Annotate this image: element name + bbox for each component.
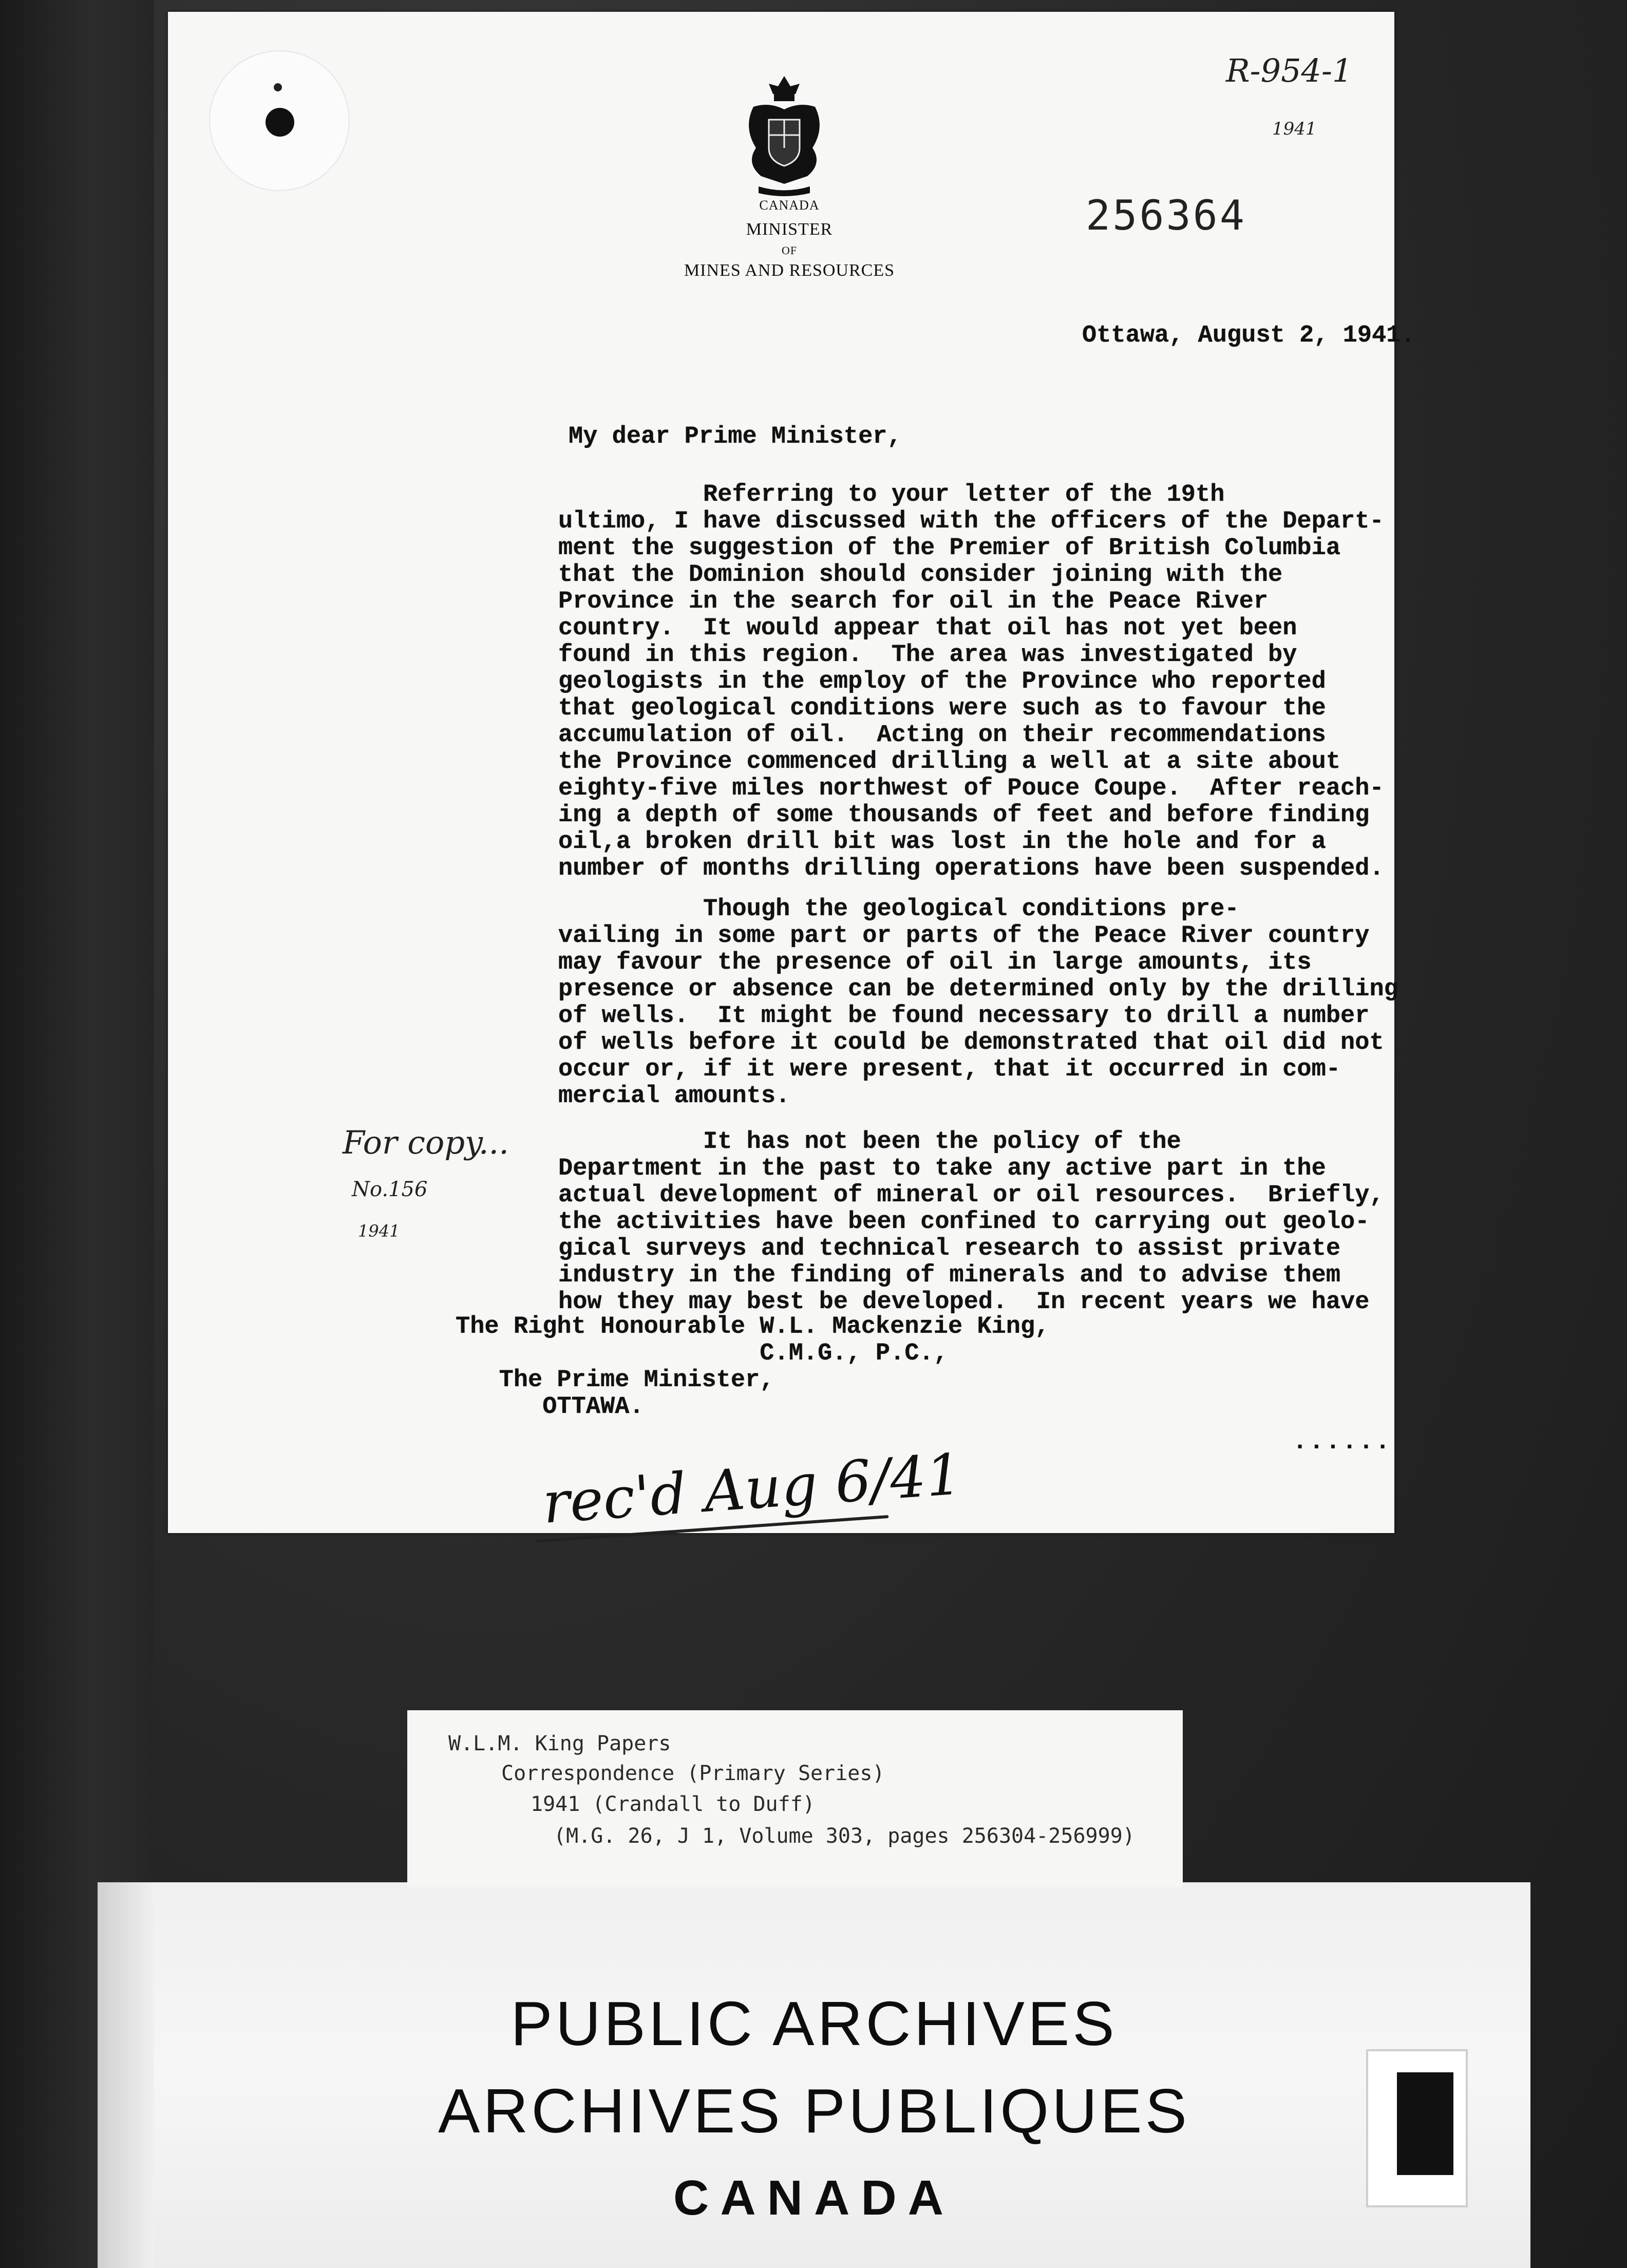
punch-hole-icon	[266, 108, 294, 137]
canada-coat-of-arms-icon	[733, 71, 836, 199]
recipient-block: The Right Honourable W.L. Mackenzie King, C.M.G., P.C., The Prime Minister, OTTAWA.	[456, 1313, 1050, 1421]
body-paragraph-3: It has not been the policy of the Department in the past to take any active part in the actual development of mineral or oil resources. Briefly, the activities have been confined to carrying out geolo- gical surveys and technical research to assist private industry in the finding of minerals and to advise them how they may best be developed. In recent years we have	[558, 1128, 1384, 1316]
archive-label-country: CANADA	[673, 2170, 955, 2225]
letter-page	[168, 12, 1415, 1536]
punch-dot-icon	[274, 83, 282, 91]
reference-collection: W.L.M. King Papers	[448, 1732, 671, 1755]
continuation-dots: ......	[1293, 1429, 1392, 1456]
margin-note-copy: For copy...	[343, 1124, 509, 1161]
document-number: 256364	[1086, 192, 1246, 239]
date-line: Ottawa, August 2, 1941.	[1082, 322, 1415, 349]
letterhead-department: MINES AND RESOURCES	[684, 261, 895, 280]
archive-label-english: PUBLIC ARCHIVES	[510, 1989, 1118, 2058]
received-stamp: rec'd Aug 6/41	[540, 1441, 964, 1536]
margin-note-year: 1941	[358, 1221, 400, 1241]
film-clip-window	[1397, 2072, 1453, 2175]
body-paragraph-2: Though the geological conditions pre- vailing in some part or parts of the Peace River country may favour the presence of oil in large amounts, its presence or absence can be determined only by the drilling of wells. It might be found necessary to drill a number of wells before it could be demonstrated that oil did not occur or, if it were present, that it occurred in com- mercial amounts.	[558, 896, 1398, 1110]
handwritten-file-code: R-954-1	[1226, 52, 1353, 89]
archive-label-card	[98, 1882, 1530, 2268]
body-paragraph-1: Referring to your letter of the 19th ultimo, I have discussed with the officers of the Depart- ment the suggestion of the Premier of British Columbia that the Dominion should consider joining with the Province in the search for oil in the Peace River country. It would appear that oil has not yet been found in this region. The area was investigated by geologists in the employ of the Province who reported that geological conditions were such as to favour the accumulation of oil. Acting on their recommendations the Province commenced drilling a well at a site about eighty-five miles northwest of Pouce Coupe. After reach- ing a depth of some thousands of feet and before finding oil,a broken drill bit was lost in the hole and for a number of months drilling operations have been suspended.	[558, 481, 1384, 882]
handwritten-file-year: 1941	[1272, 119, 1317, 139]
hole-punch-marker	[209, 50, 350, 191]
letterhead-of: OF	[781, 244, 798, 257]
reference-range: 1941 (Crandall to Duff)	[531, 1792, 815, 1816]
archive-label-french: ARCHIVES PUBLIQUES	[438, 2076, 1190, 2146]
reference-citation: (M.G. 26, J 1, Volume 303, pages 256304-256999)	[554, 1824, 1135, 1848]
reference-slip	[407, 1710, 1183, 1887]
margin-note-number: No.156	[352, 1178, 428, 1201]
letterhead-title: MINISTER	[746, 220, 833, 239]
letterhead-country: CANADA	[759, 198, 820, 213]
reference-series: Correspondence (Primary Series)	[501, 1762, 885, 1785]
salutation: My dear Prime Minister,	[569, 423, 902, 450]
